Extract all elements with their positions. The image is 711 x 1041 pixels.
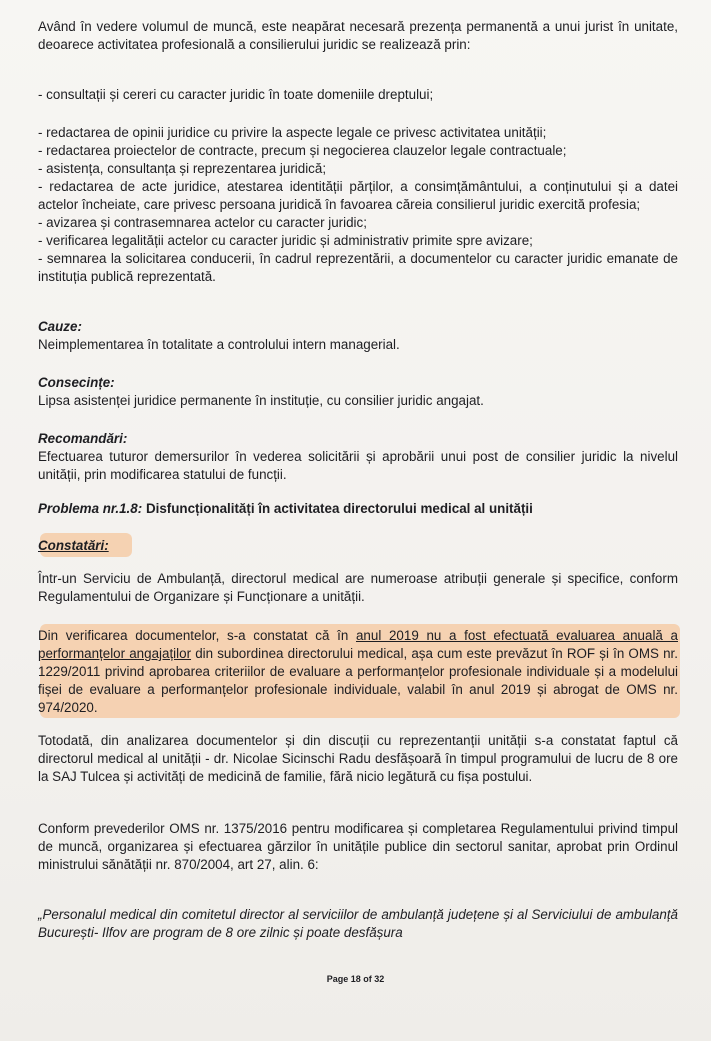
page-number: Page 18 of 32 bbox=[326, 974, 385, 984]
list-item: - redactarea proiectelor de contracte, precum și negocierea clauzelor legale contractuale; bbox=[38, 143, 567, 158]
cauze-text: Neimplementarea în totalitate a controlului intern managerial. bbox=[38, 337, 400, 352]
cauze-heading: Cauze: bbox=[38, 319, 82, 334]
paragraph: Conform prevederilor OMS nr. 1375/2016 pentru modificarea și completarea Regulamentului privind timpul de muncă, organizarea și efectuarea gărzilor în unitățile publice din sectorul sanitar, aprobat prin Ordinul ministrului sănătății nr. 870/2004, art 27, alin. 6: bbox=[38, 821, 678, 872]
list-item: - avizarea și contrasemnarea actelor cu caracter juridic; bbox=[38, 215, 367, 230]
list-item: - asistența, consultanța și reprezentarea juridică; bbox=[38, 161, 327, 176]
list-item: - redactarea de acte juridice, atestarea identității părților, a consimțământului, a conținutului și a datei actelor încheiate, care privesc persoana juridică în favoarea căreia consilierul juridic exercită profesia; bbox=[38, 179, 678, 212]
recomandari-text: Efectuarea tuturor demersurilor în vederea solicitării și aprobării unui post de consilier juridic la nivelul unității, prin modificarea statului de funcții. bbox=[38, 449, 678, 482]
paragraph: Totodată, din analizarea documentelor și din discuții cu reprezentanții unității s-a constatat faptul că directorul medical al unității - dr. Nicolae Sicinschi Radu desfășoară în timpul programului de lucru de 8 ore la SAJ Tulcea și activități de medicină de familie, fără nicio legătură cu fișa postului. bbox=[38, 733, 678, 784]
problema-label: Problema nr.1.8: bbox=[38, 501, 143, 516]
cauze-section bbox=[38, 318, 678, 354]
problema-heading bbox=[38, 500, 678, 518]
recomandari-section bbox=[38, 430, 678, 484]
highlighted-paragraph bbox=[38, 627, 678, 717]
consecinte-text: Lipsa asistenței juridice permanente în instituție, cu consilier juridic angajat. bbox=[38, 393, 484, 408]
constatari-label: Constatări: bbox=[38, 538, 109, 553]
para2-end: din subordinea directorului medical, așa cum este prevăzut în ROF și în OMS nr. 1229/2011 privind aprobarea criteriilor de evaluare a performanțelor profesionale individuale și a modelului fișei de evaluare a performanțelor profesionale individuale, valabil în anul 2019 și abrogat de OMS nr. 974/2020. bbox=[38, 646, 678, 715]
consecinte-heading: Consecințe: bbox=[38, 375, 115, 390]
list-item: - verificarea legalității actelor cu caracter juridic și administrativ primite spre avizare; bbox=[38, 233, 533, 248]
para2-start: Din verificarea documentelor, s-a constatat că în bbox=[38, 628, 356, 643]
duties-list bbox=[38, 124, 678, 286]
consecinte-section bbox=[38, 374, 678, 410]
paragraph: Într-un Serviciu de Ambulanță, directorul medical are numeroase atribuții generale și specifice, conform Regulamentului de Organizare și Funcționare a unității. bbox=[38, 571, 678, 604]
list-item: - redactarea de opinii juridice cu privire la aspecte legale ce privesc activitatea unității; bbox=[38, 125, 547, 140]
para2-underlined: anul 2019 nu a fost efectuată evaluarea anuală a performanțelor angajaților bbox=[38, 628, 678, 661]
problema-title: Disfuncționalități în activitatea directorului medical al unității bbox=[145, 501, 533, 516]
constatari-heading bbox=[38, 537, 678, 555]
quote-paragraph: „Personalul medical din comitetul director al serviciilor de ambulanță județene și al Serviciului de ambulanță București- Ilfov are program de 8 ore zilnic și poate desfășura bbox=[38, 907, 678, 940]
list-item: - semnarea la solicitarea conducerii, în cadrul reprezentării, a documentelor cu caracter juridic emanate de instituția publică reprezentată. bbox=[38, 251, 678, 284]
intro-paragraph: Având în vedere volumul de muncă, este neapărat necesară prezența permanentă a unui jurist în unitate, deoarece activitatea profesională a consilierului juridic se realizează prin: bbox=[38, 19, 678, 52]
recomandari-heading: Recomandări: bbox=[38, 431, 128, 446]
list-item: - consultații și cereri cu caracter juridic în toate domeniile dreptului; bbox=[38, 87, 434, 102]
